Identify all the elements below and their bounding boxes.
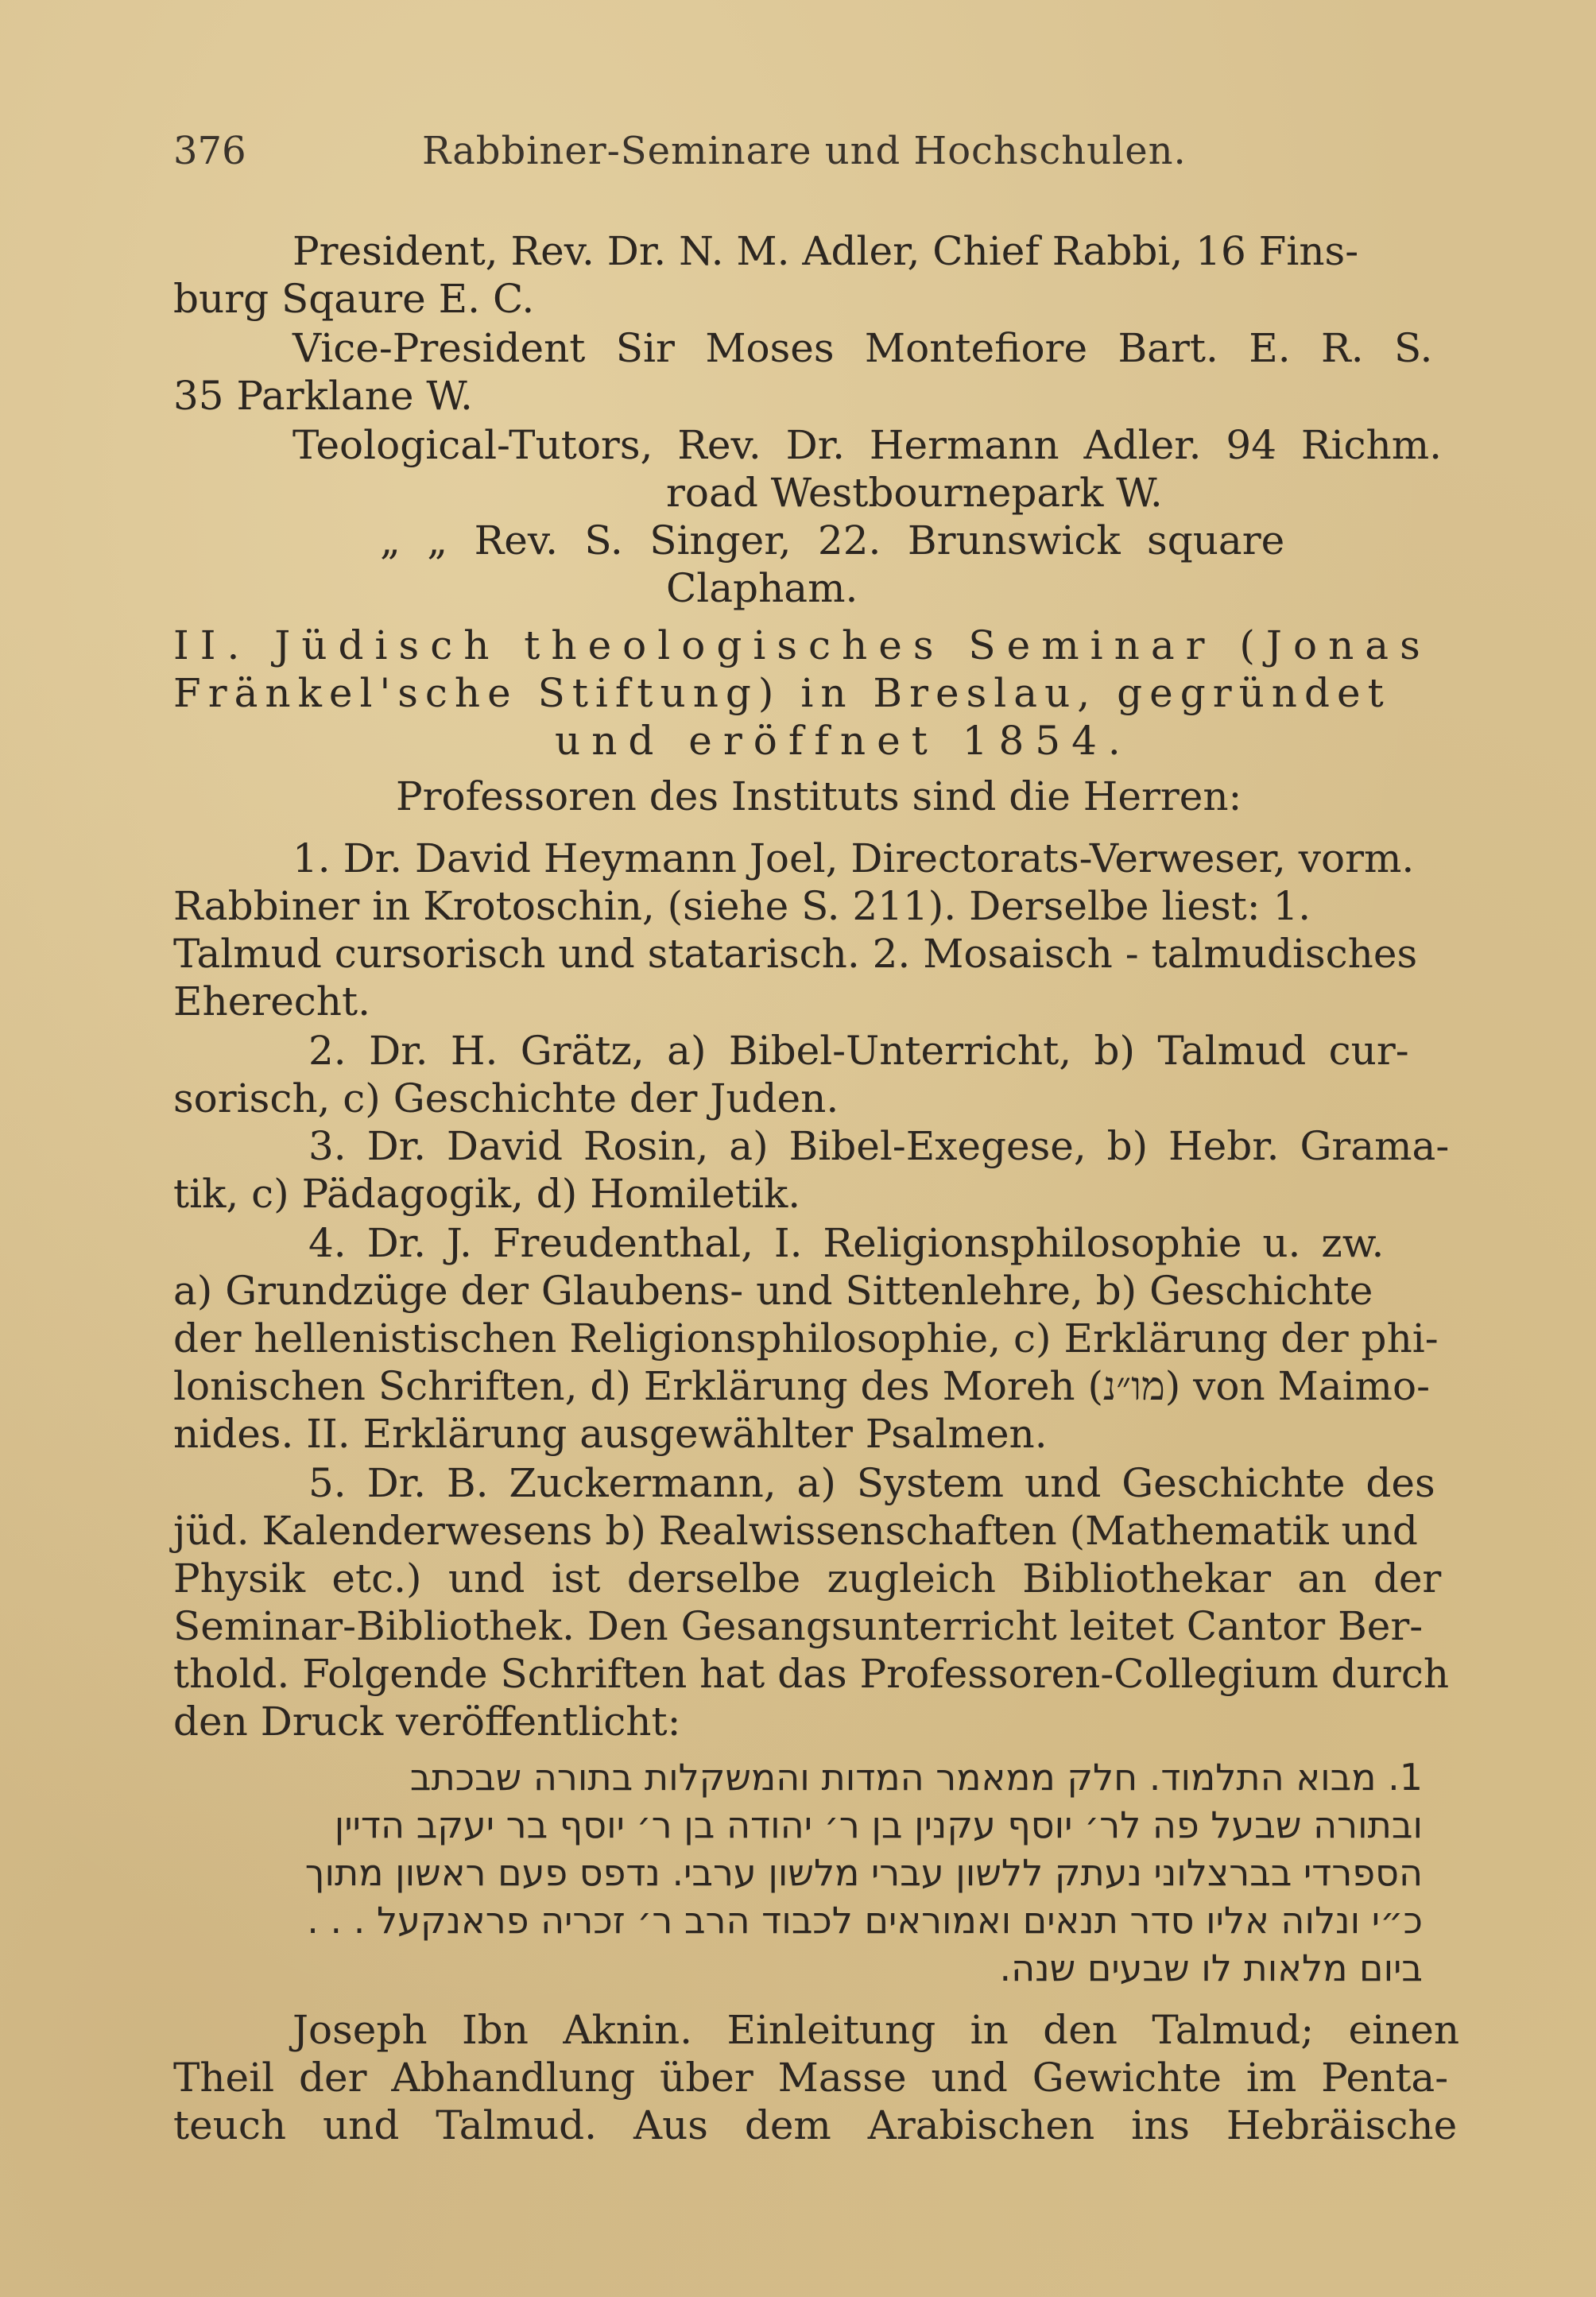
prof-1-line-2: Rabbiner in Krotoschin, (siehe S. 211). Derselbe liest: 1. <box>173 883 1311 929</box>
prof-5-line-5: thold. Folgende Schriften hat das Professoren-Collegium durch <box>173 1651 1450 1697</box>
prof-5-line-3: Physik etc.) und ist derselbe zugleich Bibliothekar an der <box>173 1555 1442 1602</box>
prof-4-line-1: 4. Dr. J. Freudenthal, I. Religionsphilosophie u. zw. <box>308 1220 1385 1266</box>
professors-intro: Professoren des Instituts sind die Herren: <box>396 773 1242 819</box>
prof-5-line-1: 5. Dr. B. Zuckermann, a) System und Geschichte des <box>308 1460 1435 1506</box>
prof-1-line-1: 1. Dr. David Heymann Joel, Directorats-Verweser, vorm. <box>292 835 1415 881</box>
prof-4-line-4: lonischen Schriften, d) Erklärung des Moreh (מו״נ) von Maimo- <box>173 1363 1430 1409</box>
prof-4-line-5: nides. II. Erklärung ausgewählter Psalmen. <box>173 1411 1048 1457</box>
prof-5-line-2: jüd. Kalenderwesens b) Realwissenschaften (Mathematik und <box>173 1508 1418 1554</box>
german-line-1: Joseph Ibn Aknin. Einleitung in den Talmud; einen <box>292 2007 1460 2053</box>
section-heading-line-1: II. Jüdisch theologisches Seminar (Jonas <box>173 622 1431 668</box>
running-title: Rabbiner-Seminare und Hochschulen. <box>422 129 1187 173</box>
prof-5-line-4: Seminar-Bibliothek. Den Gesangsunterricht leitet Cantor Ber- <box>173 1603 1424 1649</box>
tutor-line-3: „ „ Rev. S. Singer, 22. Brunswick square <box>380 517 1285 564</box>
president-line-1: President, Rev. Dr. N. M. Adler, Chief Rabbi, 16 Fins- <box>292 228 1359 274</box>
hebrew-line-2: ובתורה שבעל פה לר׳ יוסף עקנין בן ר׳ יהודה בן ר׳ יוסף בר יעקב הדיין <box>334 1803 1423 1846</box>
prof-3-line-2: tik, c) Pädagogik, d) Homiletik. <box>173 1171 801 1217</box>
prof-2-line-2: sorisch, c) Geschichte der Juden. <box>173 1075 839 1121</box>
prof-3-line-1: 3. Dr. David Rosin, a) Bibel-Exegese, b) Hebr. Grama- <box>308 1123 1450 1169</box>
tutor-line-2: road Westbournepark W. <box>666 470 1163 516</box>
prof-4-line-3: der hellenistischen Religionsphilosophie, c) Erklärung der phi- <box>173 1315 1439 1362</box>
hebrew-line-4: כ״י ונלוה אליו סדר תנאים ואמוראים לכבוד הרב ר׳ זכריה פראנקעל . . . <box>307 1899 1423 1942</box>
tutor-line-4: Clapham. <box>666 565 858 611</box>
prof-1-line-3: Talmud cursorisch und statarisch. 2. Mosaisch - talmudisches <box>173 931 1418 977</box>
prof-1-line-4: Eherecht. <box>173 978 370 1025</box>
tutor-line-1: Teological-Tutors, Rev. Dr. Hermann Adler. 94 Richm. <box>292 422 1443 468</box>
vice-president-line-1: Vice-President Sir Moses Montefiore Bart. E. R. S. <box>292 325 1433 371</box>
prof-2-line-1: 2. Dr. H. Grätz, a) Bibel-Unterricht, b) Talmud cur- <box>308 1028 1409 1074</box>
vice-president-line-2: 35 Parklane W. <box>173 373 473 419</box>
prof-4-line-2: a) Grundzüge der Glaubens- und Sittenlehre, b) Geschichte <box>173 1268 1373 1314</box>
hebrew-line-3: הספרדי בברצלוני נעתק ללשון עברי מלשון ערבי. נדפס פעם ראשון מתוך <box>304 1851 1423 1894</box>
hebrew-line-1: 1. מבוא התלמוד. חלק ממאמר המדות והמשקלות בתורה שבכתב <box>409 1756 1423 1799</box>
president-line-2: burg Sqaure E. C. <box>173 276 535 322</box>
page-number: 376 <box>173 129 246 173</box>
hebrew-line-5: ביום מלאות לו שבעים שנה. <box>999 1946 1423 1989</box>
german-line-3: teuch und Talmud. Aus dem Arabischen ins Hebräische <box>173 2102 1458 2148</box>
german-line-2: Theil der Abhandlung über Masse und Gewichte im Penta- <box>173 2055 1449 2101</box>
section-heading-line-3: und eröffnet 1854. <box>555 718 1132 764</box>
section-heading-line-2: Fränkel'sche Stiftung) in Breslau, gegründet <box>173 670 1391 716</box>
prof-5-line-6: den Druck veröffentlicht: <box>173 1699 681 1745</box>
